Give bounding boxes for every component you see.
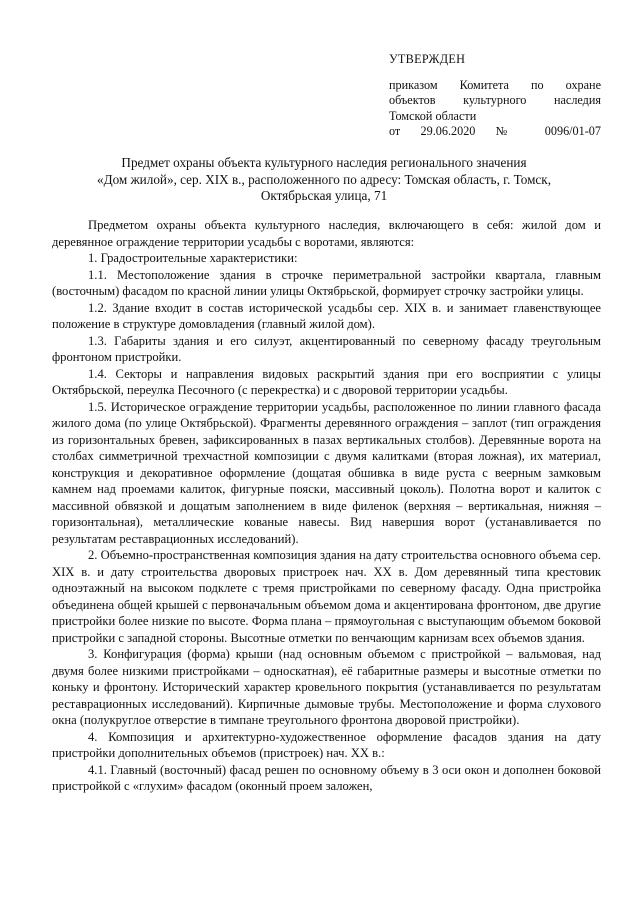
approval-line: объектов культурного наследия	[389, 93, 601, 107]
heading-line: Октябрьская улица, 71	[260, 188, 388, 203]
paragraph-intro: Предметом охраны объекта культурного наследия, включающего в себя: жилой дом и деревянное ограждение территории усадьбы с воротами, являются:	[52, 218, 601, 249]
paragraph-1-3: 1.3. Габариты здания и его силуэт, акцентированный по северному фасаду треугольным фронтоном пристройки.	[52, 333, 601, 364]
approval-title: УТВЕРЖДЕН	[389, 52, 466, 66]
approval-line: приказом Комитета по охране	[389, 77, 601, 92]
approval-line: Томской области	[389, 108, 477, 123]
document-heading	[50, 155, 598, 205]
paragraph-1-5: 1.5. Историческое ограждение территории усадьбы, расположенное по линии главного фасада жилого дома (по улице Октябрьской). Фрагменты деревянного ограждения – заплот (тип ограждения из горизонтальных бревен, зафиксированных в пазах вертикальных столбов). Деревянные ворота на столбах симметричной трехчастной композиции с двумя калитками (вторая ложная), их материал, конструкция и декоративное оформление (дощатая обшивка в виде руста с веерным замковым камнем над проемами калиток, фигурные пояски, массивный цоколь). Полотна ворот и калиток с массивной обвязкой и дощатым заполнением в виде филенок (верхняя – вертикальная, нижняя – горизонтальная), металлические кованые навесы. Вид навершия ворот (устанавливается по результатам реставрационных исследований).	[52, 399, 601, 546]
paragraph-1-4: 1.4. Секторы и направления видовых раскрытий здания при его восприятии с улицы Октябрьской, переулка Песочного (с перекрестка) и с дворовой территории усадьбы.	[52, 366, 601, 397]
document-body	[52, 217, 601, 795]
approval-line: от 29.06.2020 № 0096/01-07	[389, 124, 601, 138]
paragraph-4-1: 4.1. Главный (восточный) фасад решен по основному объему в 3 оси окон и дополнен боковой пристройкой с «глухим» фасадом (оконный проем заложен,	[52, 762, 601, 793]
heading-line: Предмет охраны объекта культурного наследия регионального значения	[121, 155, 527, 170]
paragraph-1: 1. Градостроительные характеристики:	[88, 251, 298, 265]
heading-line: «Дом жилой», сер. XIX в., расположенного по адресу: Томская область, г. Томск,	[97, 171, 551, 187]
paragraph-3: 3. Конфигурация (форма) крыши (над основным объемом с пристройкой – вальмовая, над двумя более низкими пристройками – односкатная), её габаритные размеры и высотные отметки по коньку и фронтону. Исторический характер кровельного покрытия (устанавливается по результатам реставрационных исследований). Кирпичные дымовые трубы. Местоположение и форма слухового окна (полукруглое отверстие в тимпане треугольного фронтона дворовой пристройки).	[52, 647, 601, 727]
paragraph-4: 4. Композиция и архитектурно-художественное оформление фасадов здания на дату пристройки дополнительных объемов (пристроек) нач. XX в.:	[52, 729, 601, 760]
paragraph-2: 2. Объемно-пространственная композиция здания на дату строительства основного объема сер. XIX в. и дату строительства дворовых пристроек нач. XX в. Дом деревянный типа крестовик одноэтажный на высоком подклете с тремя пристройками по северному фасаду. Одна пристройка объединена общей крышей с первоначальным объемом дома и акцентирована фронтоном, две другие пристройки более низкие по высоте. Форма плана – прямоугольная с выступающим объемом боковой пристройки с западной стороны. Высотные отметки по венчающим карнизам всех объемов здания.	[52, 548, 601, 645]
paragraph-1-2: 1.2. Здание входит в состав исторической усадьбы сер. XIX в. и занимает главенствующее положение в структуре домовладения (главный жилой дом).	[52, 300, 601, 331]
paragraph-1-1: 1.1. Местоположение здания в строчке периметральной застройки квартала, главным (восточным) фасадом по красной линии улицы Октябрьской, формирует строчку застройки улицы.	[52, 267, 601, 298]
approval-block	[389, 52, 601, 140]
